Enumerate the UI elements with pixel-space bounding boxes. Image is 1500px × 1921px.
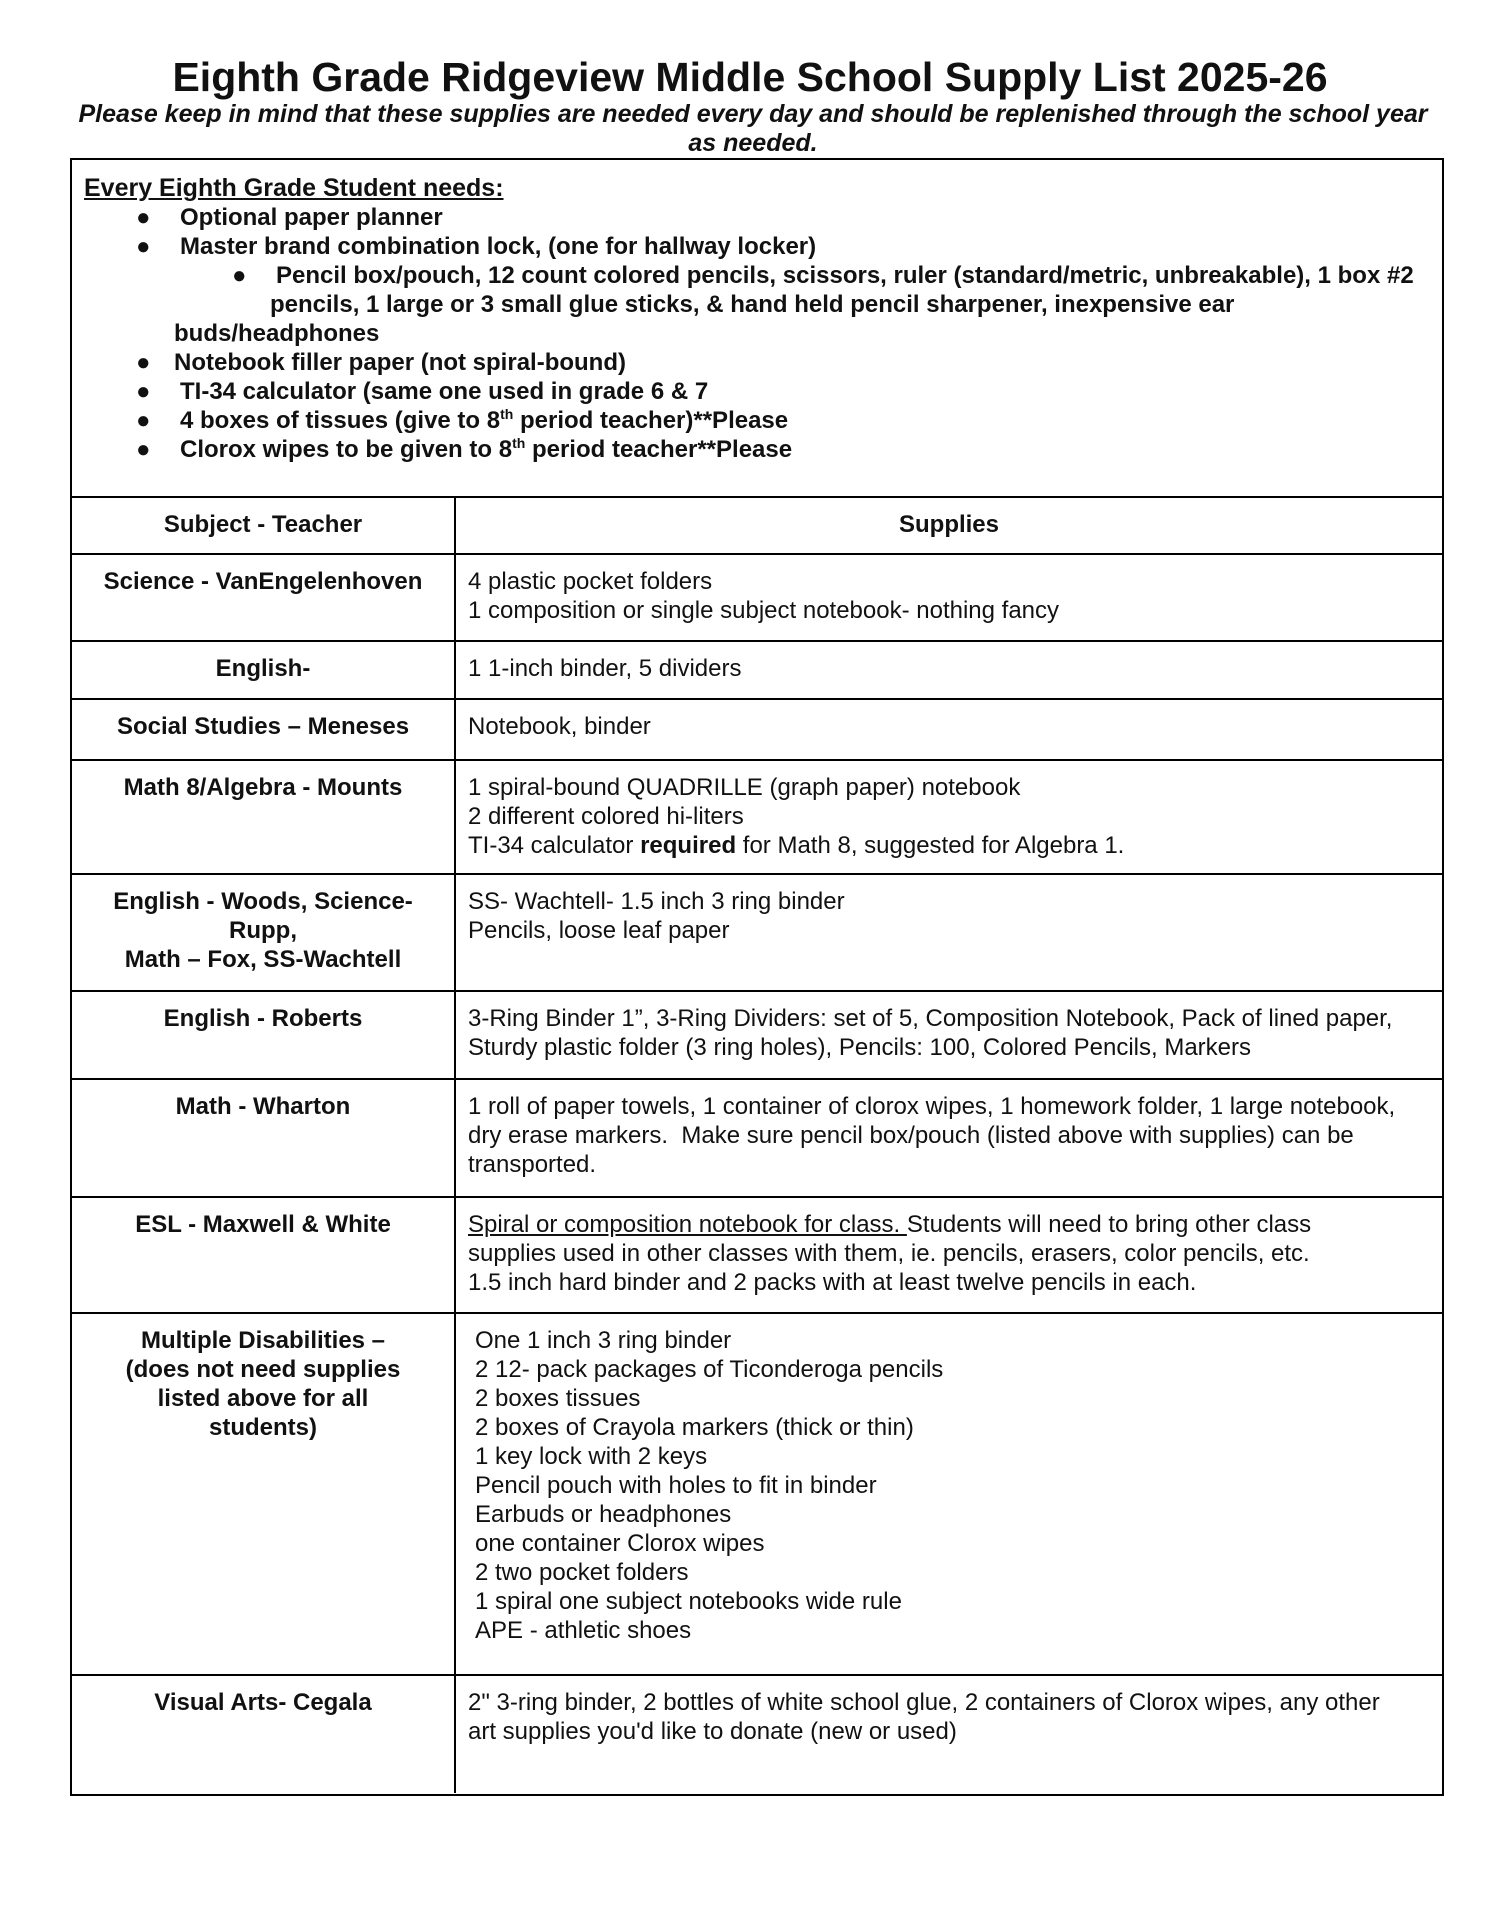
- list-item: ● TI-34 calculator (same one used in grade 6 & 7: [136, 378, 709, 405]
- table-row: [72, 1197, 1442, 1313]
- list-item: ● 4 boxes of tissues (give to 8th period teacher)**Please: [136, 406, 789, 434]
- supplies-cell: Notebook, binder: [455, 699, 1442, 760]
- supply-list-sheet: [70, 158, 1444, 1796]
- subject-cell: Math - Wharton: [72, 1079, 455, 1197]
- bullet-icon: ●: [136, 436, 151, 463]
- list-item: ● Master brand combination lock, (one for hallway locker): [136, 233, 817, 260]
- supplies-cell: 1 roll of paper towels, 1 container of clorox wipes, 1 homework folder, 1 large notebook, dry erase markers. Make sure pencil box/pouch (listed above with supplies) can be transported.: [455, 1079, 1442, 1197]
- table-row: [72, 1675, 1442, 1793]
- table-row: [72, 554, 1442, 641]
- supplies-cell: 2" 3-ring binder, 2 bottles of white school glue, 2 containers of Clorox wipes, any other art supplies you'd like to donate (new or used): [455, 1675, 1442, 1793]
- table-row: [72, 991, 1442, 1079]
- bullet-icon: ●: [136, 349, 151, 376]
- subject-cell: ESL - Maxwell & White: [72, 1197, 455, 1313]
- subject-cell: Social Studies – Meneses: [72, 699, 455, 760]
- supplies-cell: 1 spiral-bound QUADRILLE (graph paper) notebook 2 different colored hi-liters TI-34 calculator required for Math 8, suggested for Algebra 1.: [455, 760, 1442, 874]
- table-row: [72, 1079, 1442, 1197]
- table-row: [72, 760, 1442, 874]
- supplies-cell: 3-Ring Binder 1”, 3-Ring Dividers: set of 5, Composition Notebook, Pack of lined paper, Sturdy plastic folder (3 ring holes), Pencils: 100, Colored Pencils, Markers: [455, 991, 1442, 1079]
- list-item: ● Clorox wipes to be given to 8th period teacher**Please: [136, 435, 793, 463]
- header-subject-teacher: Subject - Teacher: [72, 496, 455, 554]
- page-title: Eighth Grade Ridgeview Middle School Supply List 2025-26: [172, 54, 1328, 100]
- subject-cell: Multiple Disabilities – (does not need supplies listed above for all students): [72, 1313, 455, 1675]
- list-item: ● Pencil box/pouch, 12 count colored pencils, scissors, ruler (standard/metric, unbreakable), 1 box #2 pencils, 1 large or 3 small glue sticks, & hand held pencil sharpener, inexpensive ear buds/headphones: [84, 261, 1442, 348]
- subject-cell: English-: [72, 641, 455, 699]
- page-subtitle: Please keep in mind that these supplies are needed every day and should be replenished through the school year as needed.: [78, 100, 1428, 157]
- table-row: [72, 699, 1442, 760]
- bullet-icon: ●: [136, 407, 151, 434]
- subject-cell: Math 8/Algebra - Mounts: [72, 760, 455, 874]
- supply-table: [72, 496, 1442, 1793]
- every-student-section: [72, 160, 1442, 498]
- supplies-cell: One 1 inch 3 ring binder 2 12- pack packages of Ticonderoga pencils 2 boxes tissues 2 boxes of Crayola markers (thick or thin) 1 key lock with 2 keys Pencil pouch with holes to fit in binder Earbuds or headphones one container Clorox wipes 2 two pocket folders 1 spiral one subject notebooks wide rule APE - athletic shoes: [455, 1313, 1442, 1675]
- subject-cell: English - Woods, Science- Rupp, Math – Fox, SS-Wachtell: [72, 874, 455, 991]
- subject-cell: English - Roberts: [72, 991, 455, 1079]
- subject-cell: Visual Arts- Cegala: [72, 1675, 455, 1793]
- bullet-icon: ●: [136, 233, 151, 260]
- bullet-icon: ●: [136, 204, 151, 231]
- list-item: ● Optional paper planner: [136, 204, 443, 231]
- list-item: ● Notebook filler paper (not spiral-bound): [136, 349, 626, 376]
- subject-cell: Science - VanEngelenhoven: [72, 554, 455, 641]
- supplies-cell: SS- Wachtell- 1.5 inch 3 ring binder Pencils, loose leaf paper: [455, 874, 1442, 991]
- supplies-cell: 1 1-inch binder, 5 dividers: [455, 641, 1442, 699]
- bullet-icon: ●: [136, 378, 151, 405]
- supplies-cell: 4 plastic pocket folders 1 composition or single subject notebook- nothing fancy: [455, 554, 1442, 641]
- table-row: [72, 1313, 1442, 1675]
- header-supplies: Supplies: [898, 511, 1000, 538]
- every-student-heading: Every Eighth Grade Student needs:: [84, 174, 504, 202]
- every-student-list: [84, 203, 1442, 464]
- table-row: [72, 641, 1442, 699]
- table-header-row: [72, 496, 1442, 554]
- table-row: [72, 874, 1442, 991]
- bullet-icon: ●: [232, 262, 247, 289]
- supplies-cell: Spiral or composition notebook for class. Students will need to bring other class supplies used in other classes with them, ie. pencils, erasers, color pencils, etc. 1.5 inch hard binder and 2 packs with at least twelve pencils in each.: [455, 1197, 1442, 1313]
